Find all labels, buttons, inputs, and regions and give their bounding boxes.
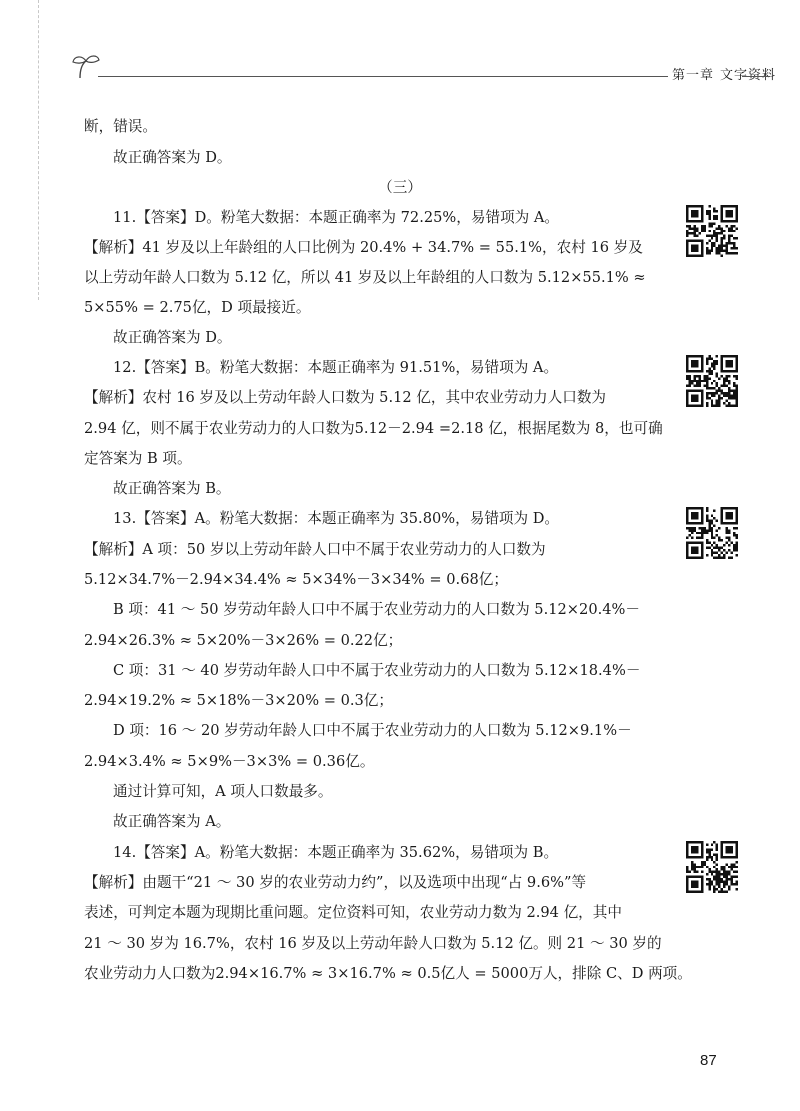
analysis-line: 【解析】41 岁及以上年龄组的人口比例为 20.4% + 34.7% = 55.1%，农村 16 岁及 <box>84 239 643 256</box>
page-header <box>70 52 777 88</box>
text-line: 故正确答案为 D。 <box>113 329 232 346</box>
text-line: 表述，可判定本题为现期比重问题。定位资料可知，农业劳动力数为 2.94 亿，其中 <box>84 904 622 921</box>
chapter-title <box>672 64 777 83</box>
answer-line: 14.【答案】A。粉笔大数据：本题正确率为 35.62%，易错项为 B。 <box>113 844 559 861</box>
analysis-line: 【解析】由题干“21 ～ 30 岁的农业劳动力约”，以及选项中出现“占 9.6%”等 <box>84 874 587 891</box>
text-line: 2.94×19.2% ≈ 5×18%－3×20% = 0.3亿； <box>84 692 393 709</box>
answer-line: 11.【答案】D。粉笔大数据：本题正确率为 72.25%，易错项为 A。 <box>113 209 560 226</box>
text-line: 以上劳动年龄人口数为 5.12 亿，所以 41 岁及以上年龄组的人口数为 5.12×55.1% ≈ <box>84 269 646 286</box>
text-line: 故正确答案为 A。 <box>113 813 231 830</box>
chapter-number: 第一章 <box>672 68 715 83</box>
text-line: 5×55% = 2.75亿，D 项最接近。 <box>84 299 311 316</box>
text-line: 故正确答案为 D。 <box>113 149 232 166</box>
text-line: D 项：16 ～ 20 岁劳动年龄人口中不属于农业劳动力的人口数为 5.12×9.1%－ <box>113 722 632 739</box>
text-line: 定答案为 B 项。 <box>84 450 192 467</box>
leaf-icon <box>70 52 102 82</box>
text-line: 2.94×3.4% ≈ 5×9%－3×3% = 0.36亿。 <box>84 753 375 770</box>
qr-code-icon[interactable] <box>686 205 738 257</box>
text-line: 断，错误。 <box>84 118 157 135</box>
header-rule <box>98 76 668 77</box>
qr-code-icon[interactable] <box>686 355 738 407</box>
analysis-line: 【解析】农村 16 岁及以上劳动年龄人口数为 5.12 亿，其中农业劳动力人口数为 <box>84 389 607 406</box>
text-line: 2.94×26.3% ≈ 5×20%－3×26% = 0.22亿； <box>84 632 403 649</box>
text-line: 故正确答案为 B。 <box>113 480 231 497</box>
answer-line: 12.【答案】B。粉笔大数据：本题正确率为 91.51%，易错项为 A。 <box>113 359 559 376</box>
header-rule-tail <box>742 76 770 77</box>
text-line: B 项：41 ～ 50 岁劳动年龄人口中不属于农业劳动力的人口数为 5.12×20.4%－ <box>113 601 640 618</box>
section-title: （三） <box>378 179 422 196</box>
text-line: 农业劳动力人口数为2.94×16.7% ≈ 3×16.7% ≈ 0.5亿人 = 5000万人，排除 C、D 两项。 <box>84 965 692 982</box>
section-name: 文字资料 <box>720 68 777 83</box>
text-line: 21 ～ 30 岁为 16.7%，农村 16 岁及以上劳动年龄人口数为 5.12 亿。则 21 ～ 30 岁的 <box>84 935 662 952</box>
analysis-line: 【解析】A 项：50 岁以上劳动年龄人口中不属于农业劳动力的人口数为 <box>84 541 546 558</box>
binding-margin-line <box>38 0 39 300</box>
text-line: 5.12×34.7%－2.94×34.4% ≈ 5×34%－3×34% = 0.68亿； <box>84 571 508 588</box>
text-line: C 项：31 ～ 40 岁劳动年龄人口中不属于农业劳动力的人口数为 5.12×18.4%－ <box>113 662 641 679</box>
qr-code-icon[interactable] <box>686 507 738 559</box>
page-number: 87 <box>700 1052 717 1069</box>
text-line: 2.94 亿，则不属于农业劳动力的人口数为5.12－2.94 =2.18 亿，根据尾数为 8，也可确 <box>84 420 663 437</box>
qr-code-icon[interactable] <box>686 841 738 893</box>
text-line: 通过计算可知，A 项人口数最多。 <box>113 783 333 800</box>
answer-line: 13.【答案】A。粉笔大数据：本题正确率为 35.80%，易错项为 D。 <box>113 510 560 527</box>
